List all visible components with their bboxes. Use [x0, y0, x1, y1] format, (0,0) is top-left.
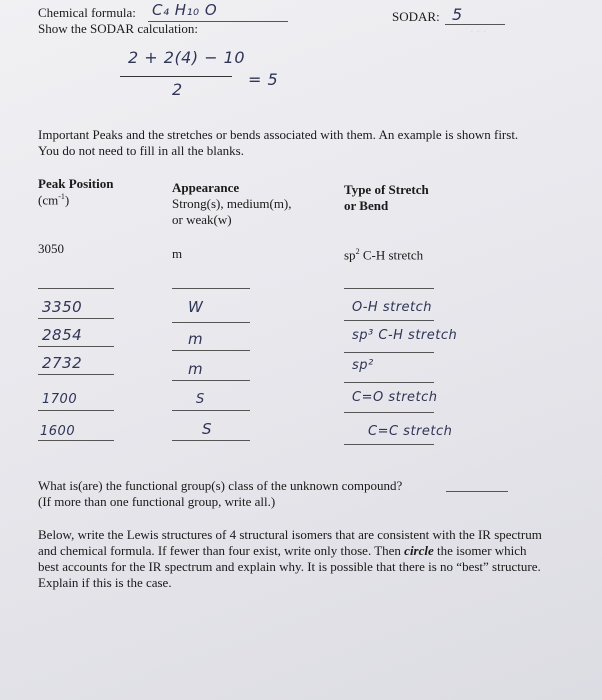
row-5-appearance: S	[202, 420, 213, 438]
question-2-line-4: Explain if this is the case.	[38, 575, 172, 590]
fraction-bar	[120, 76, 232, 77]
header-peak-unit: $(cm^{-1})$	[38, 192, 70, 208]
formula-value: C₄ H₁₀ O	[152, 1, 218, 19]
row-4-line-appearance	[172, 410, 250, 411]
sodar-label: SODAR:	[392, 9, 440, 24]
blank-line-peak	[38, 288, 114, 289]
row-3-line-peak	[38, 374, 114, 375]
row-3-line-appearance	[172, 380, 250, 381]
row-3-line-type	[344, 382, 434, 383]
row-2-appearance: m	[188, 330, 204, 348]
row-2-line-type	[344, 352, 434, 353]
question-1-line-1: What is(are) the functional group(s) class of the unknown compound?	[38, 478, 403, 493]
formula-label: Chemical formula:	[38, 5, 136, 20]
row-2-line-appearance	[172, 350, 250, 351]
row-1-line-appearance	[172, 322, 250, 323]
row-4-peak: 1700	[42, 392, 78, 407]
question-2-line-3: best accounts for the IR spectrum and explain why. It is possible that there is no “best” structure.	[38, 559, 541, 574]
row-3-appearance: m	[188, 360, 204, 378]
question-2-line-2: and chemical formula. If fewer than four exist, write only those. Then circle the isomer which	[38, 543, 527, 558]
header-type: Type of Stretch	[344, 182, 429, 197]
instructions-line-2: You do not need to fill in all the blanks.	[38, 143, 244, 158]
bleed-through-text: · · ·	[470, 26, 487, 38]
row-4-type: C=O stretch	[352, 390, 438, 405]
example-appearance: m	[172, 246, 183, 261]
sodar-value: 5	[452, 5, 463, 24]
row-5-line-peak	[38, 440, 114, 441]
blank-line-appearance	[172, 288, 250, 289]
row-3-peak: 2732	[42, 354, 83, 372]
calc-denominator: 2	[172, 80, 183, 99]
sodar-calc-label: Show the SODAR calculation:	[38, 21, 198, 36]
row-3-type: sp²	[352, 358, 374, 373]
row-1-type: O-H stretch	[352, 300, 433, 315]
row-2-peak: 2854	[42, 326, 83, 344]
instructions-line-1: Important Peaks and the stretches or bends associated with them. An example is shown first.	[38, 127, 519, 142]
row-1-line-peak	[38, 318, 114, 319]
row-4-line-peak	[38, 410, 114, 411]
row-1-line-type	[344, 320, 434, 321]
header-appearance-sub-2: or weak(w)	[172, 212, 232, 227]
row-1-appearance: W	[188, 298, 204, 316]
row-2-line-peak	[38, 346, 114, 347]
question-1-answer-line	[446, 491, 508, 492]
question-2-line-1: Below, write the Lewis structures of 4 structural isomers that are consistent with the IR spectrum	[38, 527, 542, 542]
row-4-appearance: S	[196, 392, 205, 407]
row-1-peak: 3350	[42, 298, 83, 316]
row-5-peak: 1600	[40, 424, 76, 439]
example-peak: 3050	[38, 241, 64, 256]
header-appearance: Appearance	[172, 180, 240, 195]
calc-numerator: 2 + 2(4) − 10	[128, 48, 246, 67]
header-peak-position: Peak Position	[38, 176, 114, 191]
row-5-type: C=C stretch	[368, 424, 453, 439]
blank-line-type	[344, 288, 434, 289]
header-type-sub: or Bend	[344, 198, 389, 213]
row-5-line-appearance	[172, 440, 250, 441]
example-type: $sp^2$ C-H stretch	[344, 247, 424, 263]
row-4-line-type	[344, 412, 434, 413]
row-2-type: sp³ C-H stretch	[352, 328, 458, 343]
row-5-line-type	[344, 444, 434, 445]
question-1-line-2: (If more than one functional group, write all.)	[38, 494, 276, 509]
calc-result: = 5	[248, 70, 279, 89]
sodar-underline	[445, 24, 505, 25]
header-appearance-sub-1: Strong(s), medium(m),	[172, 196, 292, 211]
